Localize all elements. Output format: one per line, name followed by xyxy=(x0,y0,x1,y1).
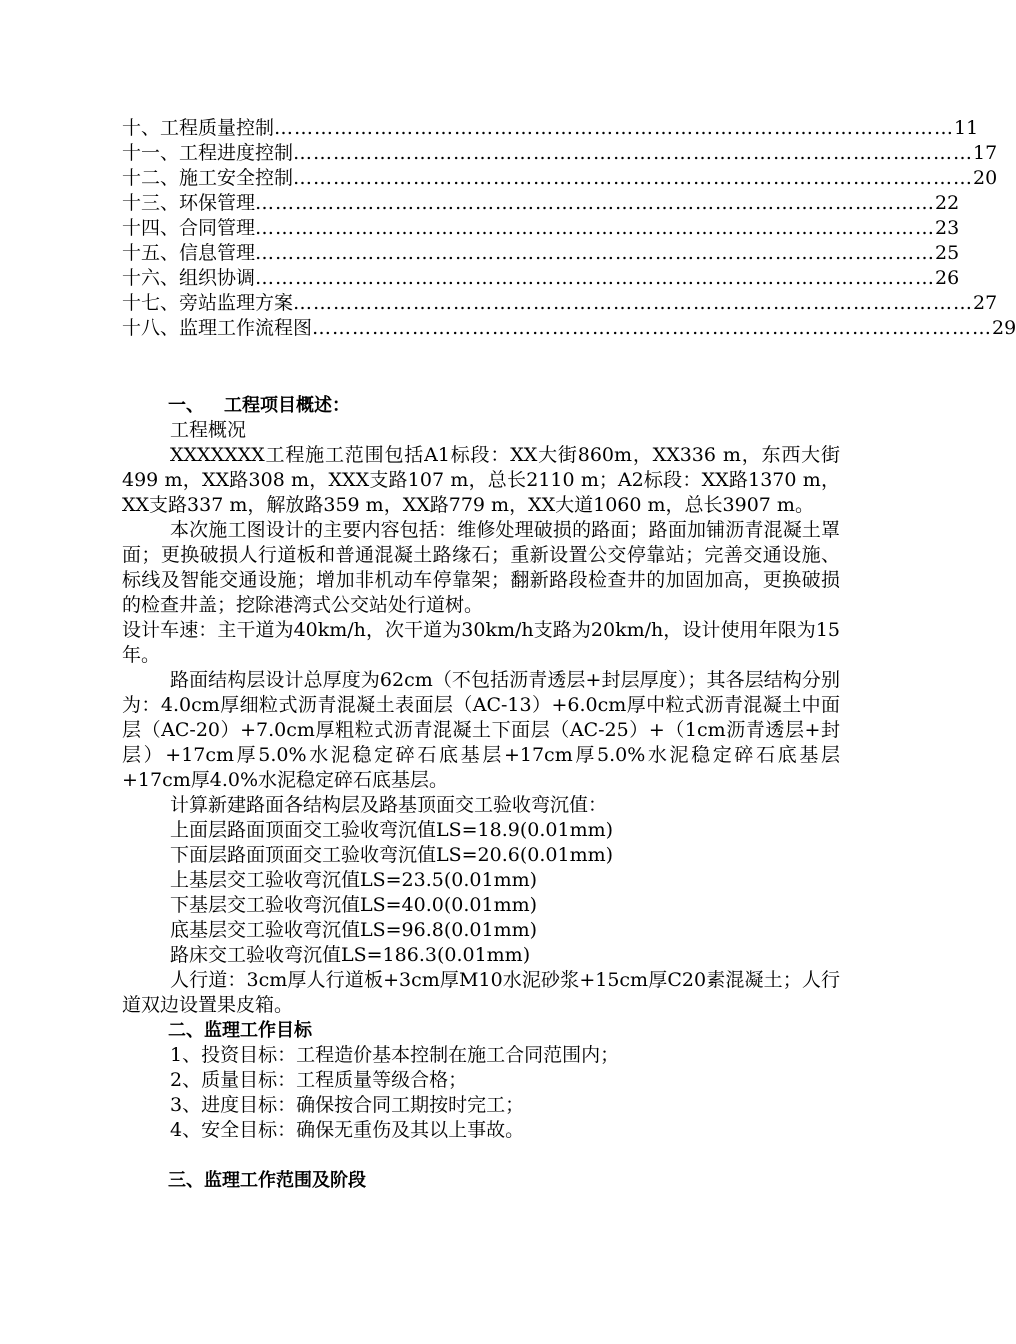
toc-page-number: 22 xyxy=(935,192,960,214)
paragraph: XXXXXXX工程施工范围包括A1标段：XX大街860m，XX336 m，东西大街499 m，XX路308 m，XXX支路107 m，总长2110 m；A2标段：XX路1370 m，XX支路337 m，解放路359 m，XX路779 m，XX大道1060 m，总长3907 m。 xyxy=(122,444,840,516)
spacer xyxy=(122,1143,840,1168)
toc-page-number: 17 xyxy=(973,142,998,164)
toc-leader: ………………………………………………………………………………………… xyxy=(255,217,936,239)
toc-leader: ………………………………………………………………………………………… xyxy=(255,192,936,214)
subsection-title: 工程概况 xyxy=(170,419,247,441)
toc-page-number: 23 xyxy=(935,217,960,239)
paragraph: 路面结构层设计总厚度为62cm（不包括沥青透层+封层厚度）；其各层结构分别为：4.0cm厚细粒式沥青混凝土表面层（AC-13）+6.0cm厚中粒式沥青混凝土中面层（AC-20）+7.0cm厚粗粒式沥青混凝土下面层（AC-25）+（1cm沥青透层+封层）+17cm厚5.0%水泥稳定碎石底基层+17cm厚5.0%水泥稳定碎石底基层+17cm厚4.0%水泥稳定碎石底基层。 xyxy=(122,669,840,791)
text-line: 底基层交工验收弯沉值LS=96.8(0.01mm) xyxy=(170,919,538,941)
toc-leader: ………………………………………………………………………………………… xyxy=(255,242,936,264)
toc-page-number: 20 xyxy=(973,167,998,189)
toc-entry[interactable] xyxy=(122,266,960,291)
section-number: 一、 xyxy=(168,395,204,416)
list-item: 3、进度目标：确保按合同工期按时完工； xyxy=(170,1094,525,1116)
list-item: 2、质量目标：工程质量等级合格； xyxy=(170,1069,468,1091)
toc-page-number: 25 xyxy=(935,242,960,264)
toc-entry[interactable] xyxy=(122,166,998,191)
table-of-contents xyxy=(122,116,1016,341)
toc-entry[interactable] xyxy=(122,141,998,166)
section-title: 工程项目概述： xyxy=(224,395,350,416)
paragraph: 人行道：3cm厚人行道板+3cm厚M10水泥砂浆+15cm厚C20素混凝土；人行道双边设置果皮箱。 xyxy=(122,969,840,1016)
toc-leader: ………………………………………………………………………………………… xyxy=(274,117,955,139)
document-body xyxy=(122,393,840,1193)
toc-title: 十八、监理工作流程图 xyxy=(122,317,313,339)
paragraph: 本次施工图设计的主要内容包括：维修处理破损的路面；路面加铺沥青混凝土罩面；更换破损人行道板和普通混凝土路缘石；重新设置公交停靠站；完善交通设施、标线及智能交通设施；增加非机动车停靠架；翻新路段检查井的加固加高，更换破损的检查井盖；挖除港湾式公交站处行道树。 xyxy=(122,519,840,616)
toc-title: 十三、环保管理 xyxy=(122,192,256,214)
text-line: 下基层交工验收弯沉值LS=40.0(0.01mm) xyxy=(170,894,538,916)
toc-title: 十四、合同管理 xyxy=(122,217,256,239)
toc-leader: ………………………………………………………………………………………… xyxy=(312,317,993,339)
toc-entry[interactable] xyxy=(122,241,960,266)
toc-title: 十五、信息管理 xyxy=(122,242,256,264)
toc-entry[interactable] xyxy=(122,216,960,241)
toc-page-number: 29 xyxy=(992,317,1016,339)
paragraph: 设计车速：主干道为40km/h，次干道为30km/h支路为20km/h，设计使用年限为15年。 xyxy=(122,619,840,666)
toc-leader: ………………………………………………………………………………………… xyxy=(293,167,974,189)
toc-title: 十七、旁站监理方案 xyxy=(122,292,294,314)
toc-entry[interactable] xyxy=(122,116,979,141)
text-line: 下面层路面顶面交工验收弯沉值LS=20.6(0.01mm) xyxy=(170,844,614,866)
toc-entry[interactable] xyxy=(122,291,998,316)
toc-entry[interactable] xyxy=(122,316,1016,341)
list-item: 1、投资目标：工程造价基本控制在施工合同范围内； xyxy=(170,1044,620,1066)
section-heading xyxy=(122,393,840,418)
text-line: 路床交工验收弯沉值LS=186.3(0.01mm) xyxy=(170,944,531,966)
text-line: 计算新建路面各结构层及路基顶面交工验收弯沉值： xyxy=(170,794,608,816)
toc-leader: ………………………………………………………………………………………… xyxy=(293,142,974,164)
toc-title: 十、工程质量控制 xyxy=(122,117,275,139)
toc-page-number: 26 xyxy=(935,267,960,289)
toc-page-number: 11 xyxy=(954,117,979,139)
section-heading: 三、监理工作范围及阶段 xyxy=(168,1170,366,1191)
text-line: 上基层交工验收弯沉值LS=23.5(0.01mm) xyxy=(170,869,538,891)
toc-page-number: 27 xyxy=(973,292,998,314)
toc-leader: ………………………………………………………………………………………… xyxy=(255,267,936,289)
list-item: 4、安全目标：确保无重伤及其以上事故。 xyxy=(170,1119,525,1141)
section-heading: 二、监理工作目标 xyxy=(168,1020,312,1041)
toc-title: 十一、工程进度控制 xyxy=(122,142,294,164)
toc-leader: ………………………………………………………………………………………… xyxy=(293,292,974,314)
toc-entry[interactable] xyxy=(122,191,960,216)
toc-title: 十二、施工安全控制 xyxy=(122,167,294,189)
toc-title: 十六、组织协调 xyxy=(122,267,256,289)
text-line: 上面层路面顶面交工验收弯沉值LS=18.9(0.01mm) xyxy=(170,819,614,841)
